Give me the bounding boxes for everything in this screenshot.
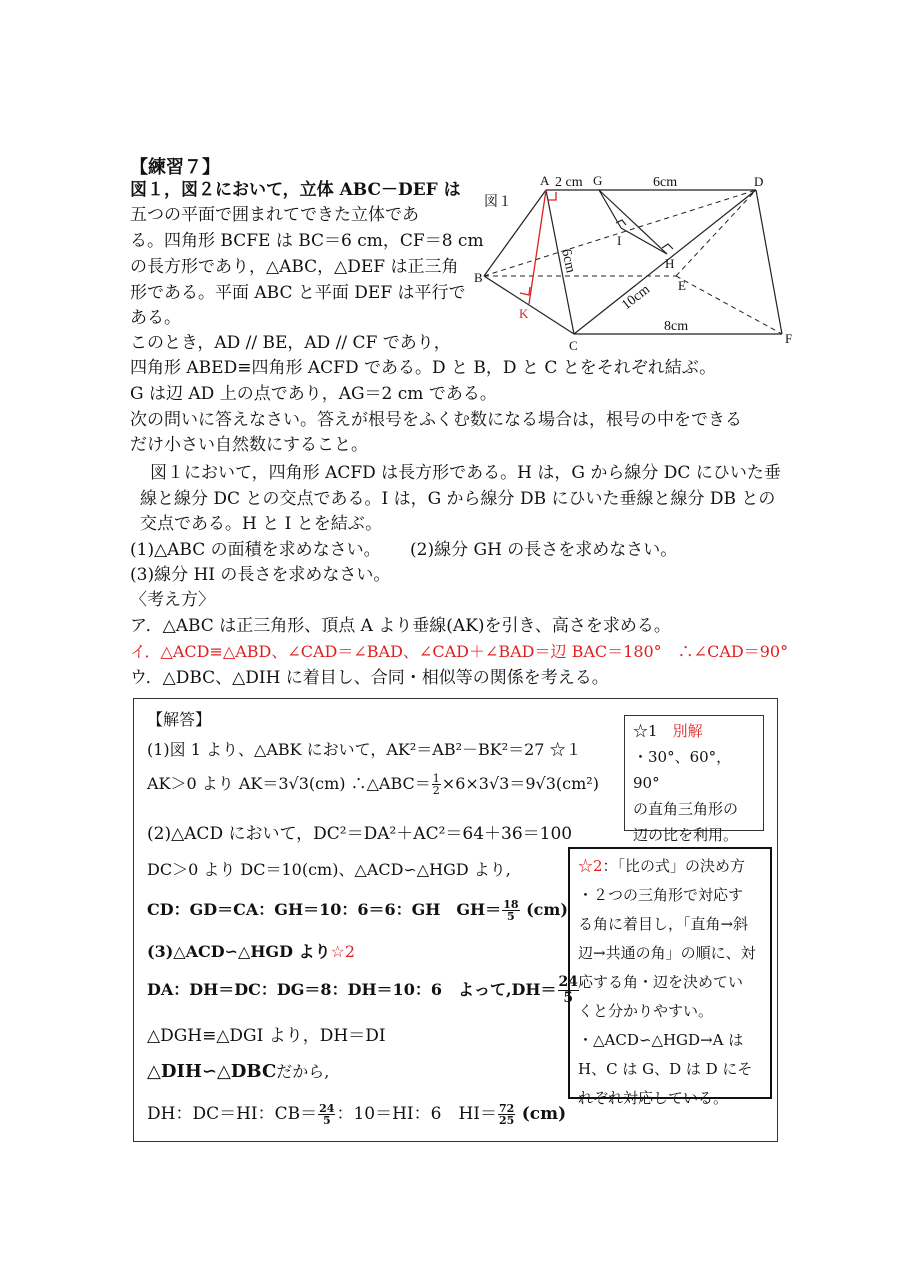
- answer-box: [133, 698, 778, 1142]
- question-2: (2)線分 GH の長さを求めなさい。: [410, 540, 678, 560]
- answer-heading: 【解答】: [147, 710, 212, 729]
- intro-line-7: このとき，AD // BE，AD // CF であり，: [130, 333, 451, 353]
- answer-step-2: AK＞0 より AK＝3√3(cm) ∴△ABC＝ $\frac{1}{2}$ ×6×3√3＝9√3(cm²): [147, 772, 599, 797]
- answer-step-8: △DGH≡△DGI より，DH＝DI: [147, 1026, 386, 1046]
- intro-line-1: 図１，図２において，立体 ABC－DEF は: [130, 180, 461, 200]
- intro-line-6: ある。: [130, 308, 181, 328]
- problem-line-1: 図１において，四角形 ACFD は長方形である。H は，G から線分 DC にひいた垂: [150, 463, 781, 483]
- point-k-label: K: [519, 306, 529, 321]
- problem-line-2: 線と線分 DC との交点である。I は，G から線分 DB にひいた垂線と線分 DB との: [140, 489, 776, 509]
- intro-line-10: 次の問いに答えなさい。答えが根号をふくむ数になる場合は，根号の中をできる: [130, 410, 742, 430]
- answer-step-5: CD：GD＝CA：GH＝10：6＝6：GH GH＝ $\frac{18}{5}$ (cm): [147, 898, 568, 923]
- length-ac: 6cm: [558, 247, 578, 275]
- intro-line-5: 形である。平面 ABC と平面 DEF は平行で: [130, 283, 466, 303]
- intro-line-3: る。四角形 BCFE は BC＝6 cm，CF＝8 cm: [130, 231, 484, 251]
- point-h-label: H: [665, 256, 675, 271]
- intro-line-9: G は辺 AD 上の点であり，AG＝2 cm である。: [130, 384, 497, 404]
- answer-step-9: △DIH∽△DBCだから,: [147, 1061, 330, 1082]
- vertex-b-label: B: [474, 270, 483, 285]
- intro-line-2: 五つの平面で囲まれてできた立体であ: [130, 205, 419, 225]
- answer-step-6: (3)△ACD∽△HGD より☆2: [147, 942, 356, 961]
- answer-step-1: (1)図 1 より、△ABK において，AK²＝AB²－BK²＝27 ☆１: [147, 740, 582, 759]
- length-cd: 10cm: [619, 282, 653, 314]
- intro-line-11: だけ小さい自然数にすること。: [130, 435, 368, 455]
- vertex-d-label: D: [754, 174, 764, 189]
- answer-step-4: DC＞0 より DC＝10(cm)、△ACD∽△HGD より,: [147, 860, 511, 879]
- fraction-gh: $\frac{18}{5}$: [503, 898, 519, 923]
- exercise-title: 【練習７】: [130, 157, 220, 178]
- vertex-g-label: G: [593, 173, 603, 188]
- vertex-c-label: C: [569, 338, 578, 353]
- answer-step-3: (2)△ACD において，DC²＝DA²＋AC²＝64＋36＝100: [147, 824, 573, 844]
- question-1: (1)△ABC の面積を求めなさい。: [130, 540, 381, 560]
- fraction-half: $\frac{1}{2}$: [432, 772, 440, 797]
- length-ag: 2 cm: [555, 175, 583, 190]
- problem-line-3: 交点である。H と I とを結ぶ。: [140, 514, 383, 534]
- fraction-hi: $\frac{72}{25}$: [498, 1102, 515, 1127]
- vertex-e-label: E: [678, 278, 686, 293]
- method-u: ウ．△DBC、△DIH に着目し、合同・相似等の関係を考える。: [130, 668, 609, 688]
- note-alternative-solution: ☆1 別解 ・30°、60°，90° の直角三角形の 辺の比を利用。: [624, 715, 764, 831]
- question-3: (3)線分 HI の長さを求めなさい。: [130, 565, 391, 585]
- length-gd: 6cm: [653, 175, 678, 190]
- solid-figure-diagram: [474, 168, 796, 353]
- vertex-a-label: A: [540, 173, 550, 188]
- point-i-label: I: [617, 233, 622, 248]
- vertex-f-label: F: [785, 331, 793, 346]
- fraction-dh: $\frac{24}{5}$: [558, 974, 579, 1006]
- length-cf: 8cm: [664, 319, 689, 334]
- note-ratio-method: ☆2：「比の式」の決め方 ・２つの三角形で対応す る角に着目し，「直角→斜 辺→共通の角」の順に、対 応する角・辺を決めてい くと分かりやすい。 ・△ACD∽△HGD→A は H、C は G、D は D にそ れぞれ対応している。: [568, 847, 772, 1099]
- answer-step-7: DA：DH＝DC：DG＝8：DH＝10：6 よって,DH＝ $\frac{24}{5}$: [147, 974, 579, 1006]
- method-heading: 〈考え方〉: [130, 590, 215, 610]
- answer-step-10: DH：DC＝HI：CB＝ $\frac{24}{5}$ ：10＝HI：6 HI＝ $\frac{72}{25}$ (cm): [147, 1102, 567, 1127]
- method-a: ア．△ABC は正三角形、頂点 A より垂線(AK)を引き、高さを求める。: [130, 616, 671, 636]
- intro-line-8: 四角形 ABED≡四角形 ACFD である。D と B，D と C とをそれぞれ結ぶ。: [130, 358, 717, 378]
- method-i: イ．△ACD≡△ABD、∠CAD＝∠BAD、∠CAD＋∠BAD＝辺 BAC＝180° ∴∠CAD＝90°: [130, 642, 789, 661]
- figure-label: 図１: [484, 195, 512, 210]
- fraction-dh-2: $\frac{24}{5}$: [319, 1102, 335, 1127]
- intro-line-4: の長方形であり，△ABC，△DEF は正三角: [130, 257, 459, 277]
